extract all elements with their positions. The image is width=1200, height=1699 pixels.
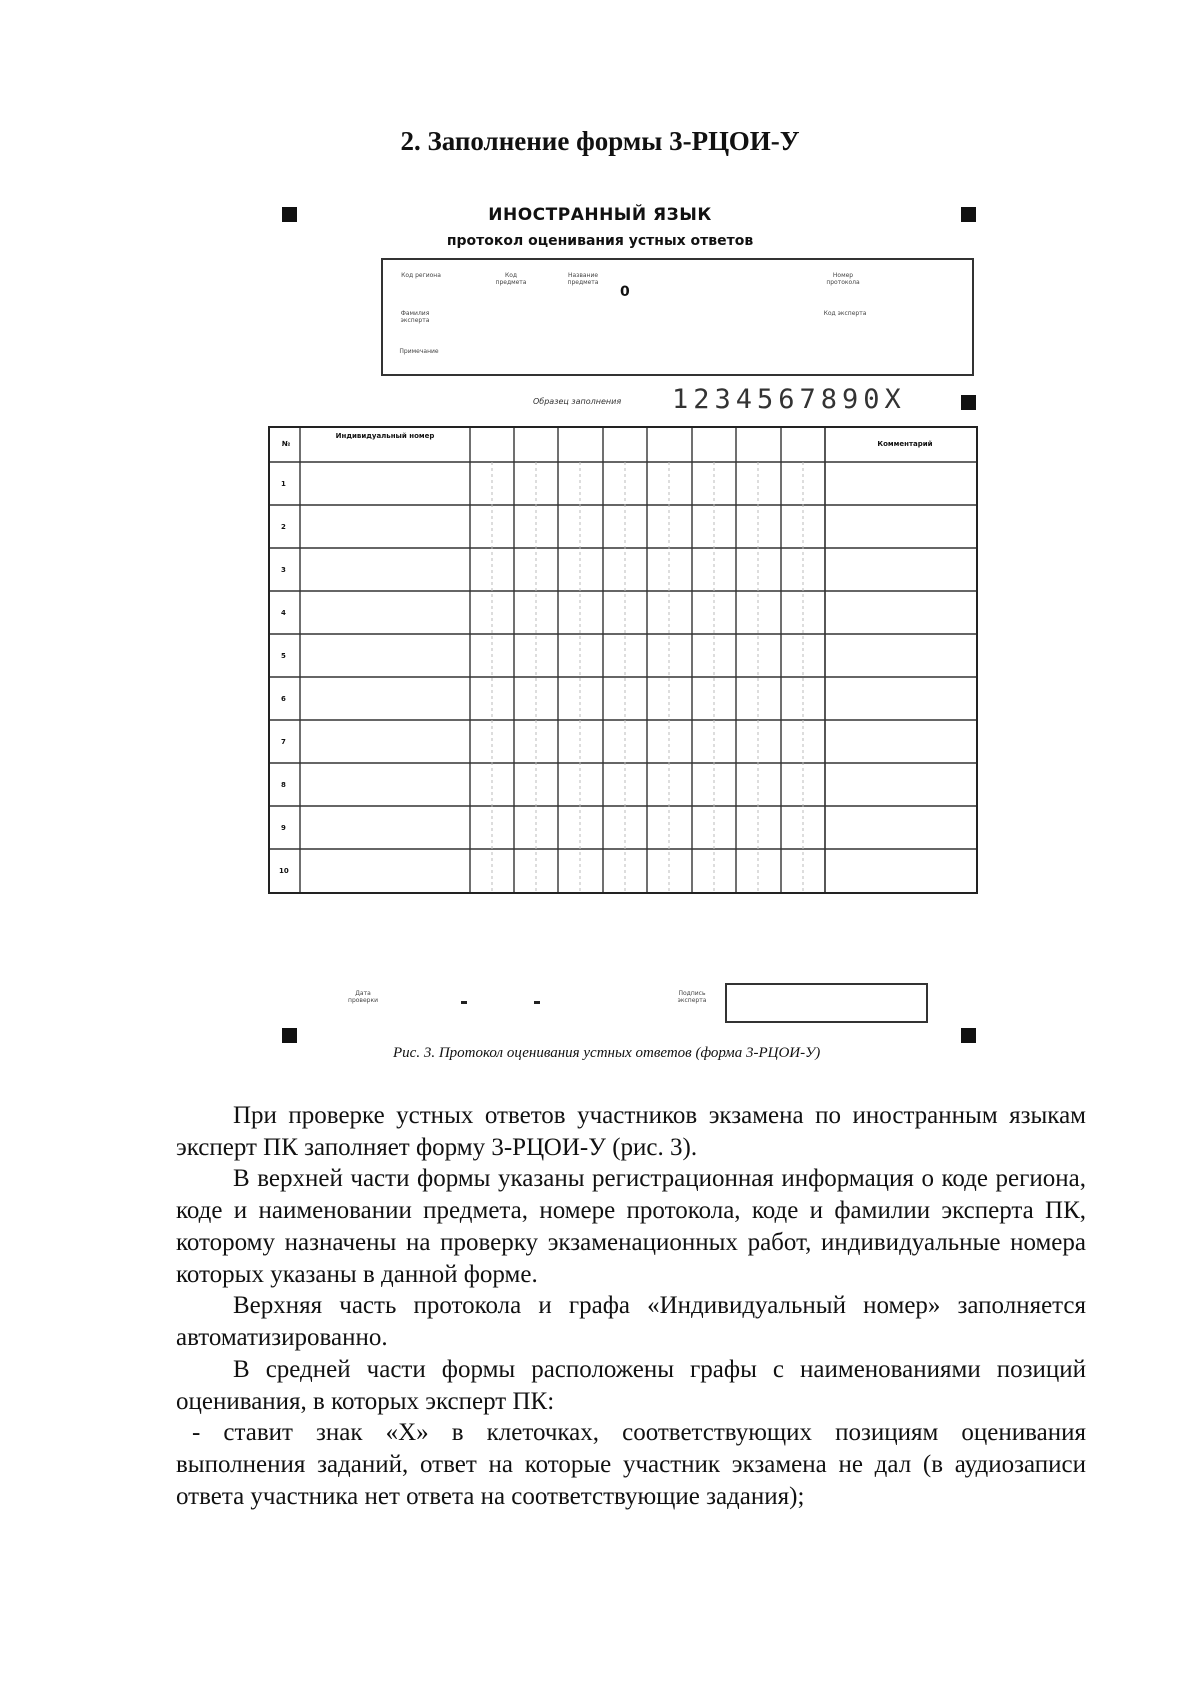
column-id-header: Индивидуальный номер bbox=[335, 432, 435, 440]
body-paragraph: При проверке устных ответов участников экзамена по иностранным языкам эксперт ПК заполняет форму 3-РЦОИ-У (рис. 3). bbox=[176, 1102, 1086, 1161]
date-separator bbox=[534, 1001, 540, 1004]
signature-label: Подпись эксперта bbox=[677, 990, 707, 1004]
row-number: 4 bbox=[281, 609, 286, 617]
label-subject-code: Код предмета bbox=[495, 272, 527, 286]
form-subtitle: протокол оценивания устных ответов bbox=[446, 233, 754, 249]
registration-box bbox=[381, 258, 974, 376]
row-number: 2 bbox=[281, 523, 286, 531]
grading-table bbox=[268, 426, 978, 894]
label-note: Примечание bbox=[399, 348, 439, 355]
row-number: 1 bbox=[281, 480, 286, 488]
row-number: 3 bbox=[281, 566, 286, 574]
row-number: 8 bbox=[281, 781, 286, 789]
check-date-label: Дата проверки bbox=[348, 990, 378, 1004]
row-number: 6 bbox=[281, 695, 286, 703]
body-paragraph: В средней части формы расположены графы с наименованиями позиций оценивания, в которых эксперт ПК: bbox=[176, 1356, 1086, 1415]
row-number: 10 bbox=[279, 867, 289, 875]
column-comment-header: Комментарий bbox=[877, 440, 933, 448]
section-heading: 2. Заполнение формы 3-РЦОИ-У bbox=[400, 126, 800, 156]
form-title: ИНОСТРАННЫЙ ЯЗЫК bbox=[488, 205, 712, 225]
body-paragraph: В верхней части формы указаны регистрационная информация о коде региона, коде и наименовании предмета, номере протокола, коде и фамилии эксперта ПК, которому назначены на проверку экзаменационных работ, индивидуальные номера которых указаны в данной форме. bbox=[176, 1165, 1086, 1288]
label-subject-name: Название предмета bbox=[567, 272, 599, 286]
column-number-header: № bbox=[281, 440, 291, 448]
corner-marker-middle-right bbox=[961, 395, 976, 410]
label-region-code: Код региона bbox=[401, 272, 441, 279]
corner-marker-bottom-left bbox=[282, 1028, 297, 1043]
grading-grid bbox=[270, 428, 976, 892]
date-separator bbox=[461, 1001, 467, 1004]
row-number: 9 bbox=[281, 824, 286, 832]
subject-name-value: 0 bbox=[620, 284, 630, 300]
label-protocol-number: Номер протокола bbox=[826, 272, 860, 286]
figure-caption: Рис. 3. Протокол оценивания устных ответов (форма 3-РЦОИ-У) bbox=[393, 1045, 821, 1061]
label-expert-code: Код эксперта bbox=[823, 310, 867, 317]
sample-label: Образец заполнения bbox=[533, 397, 622, 406]
sample-digits: 1234567890X bbox=[672, 384, 906, 415]
signature-box bbox=[725, 983, 928, 1023]
list-item-paragraph: - ставит знак «X» в клеточках, соответствующих позициям оценивания выполнения заданий, ответ на которые участник экзамена не дал (в аудиозаписи ответа участника нет ответа на соответствующие задания); bbox=[176, 1419, 1086, 1510]
corner-marker-top-left bbox=[282, 207, 297, 222]
row-number: 5 bbox=[281, 652, 286, 660]
body-paragraph: Верхняя часть протокола и графа «Индивидуальный номер» заполняется автоматизированно. bbox=[176, 1292, 1086, 1351]
row-number: 7 bbox=[281, 738, 286, 746]
corner-marker-top-right bbox=[961, 207, 976, 222]
corner-marker-bottom-right bbox=[961, 1028, 976, 1043]
label-expert-surname: Фамилия эксперта bbox=[400, 310, 430, 324]
